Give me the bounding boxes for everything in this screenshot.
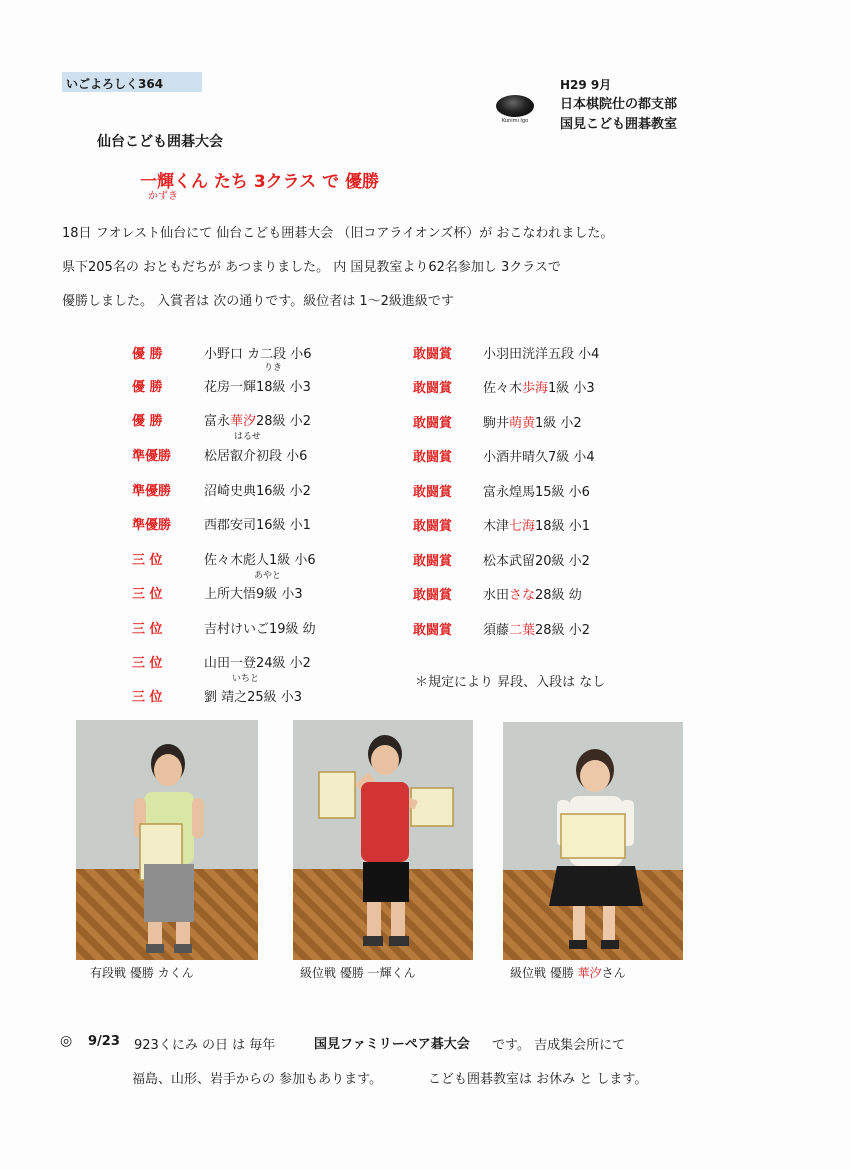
winner-name: 沼崎史典16級 小2	[204, 484, 311, 499]
award-label: 敢闘賞	[413, 347, 453, 362]
logo-text: Kunimi Igo	[501, 118, 529, 124]
winner-name: 佐々木歩海1級 小3	[483, 381, 595, 396]
award-label: 優 勝	[132, 347, 163, 362]
footer-event: 国見ファミリーペア碁大会	[314, 1037, 470, 1052]
headline-ruby: かずき	[148, 191, 178, 202]
photo-caption: 有段戦 優勝 カくん	[90, 966, 194, 980]
winner-name: 花房一輝18級 小3	[204, 380, 311, 395]
award-label: 準優勝	[132, 449, 172, 464]
award-label: 三 位	[132, 656, 163, 671]
photo-caption: 級位戦 優勝 華汐さん	[510, 966, 626, 980]
award-label: 敢闘賞	[413, 450, 453, 465]
award-label: 準優勝	[132, 518, 172, 533]
winner-name-highlight: 華汐	[230, 414, 257, 429]
winner-name	[204, 410, 311, 429]
footer-line-2a: 福島、山形、岩手からの 参加もあります。	[132, 1072, 383, 1087]
award-label: 優 勝	[132, 414, 163, 429]
winner-name: 須藤二葉28級 小2	[483, 623, 590, 638]
bullet-icon: ◎	[60, 1033, 73, 1049]
child-figure-icon	[126, 740, 216, 960]
footer-text-1: 923くにみ の日 は 毎年	[134, 1038, 276, 1053]
winner-name: 山田一登24級 小2	[204, 656, 311, 671]
award-label: 三 位	[132, 553, 163, 568]
winner-name-post: 28級 小2	[256, 414, 311, 429]
child-figure-icon	[315, 732, 455, 957]
issue-date: H29 9月	[560, 78, 612, 92]
footer-line-2b: こども囲碁教室は お休み と します。	[428, 1072, 648, 1087]
winner-name: 上所大悟9級 小3	[204, 587, 303, 602]
winner-name: 富永煌馬15級 小6	[483, 485, 590, 500]
winner-name: 小酒井晴久7級 小4	[483, 450, 595, 465]
winner-name: 木津七海18級 小1	[483, 519, 590, 534]
winner-name: 劉 靖之25級 小3	[204, 690, 303, 705]
winner-name: 小羽田洸洋五段 小4	[483, 347, 600, 362]
winner-name: 西郡安司16級 小1	[204, 518, 311, 533]
winner-name: 佐々木彪人1級 小6	[204, 553, 316, 568]
winner-ruby: りき	[264, 363, 283, 373]
photo-dan-winner	[76, 720, 258, 960]
footer-date: 9/23	[88, 1034, 120, 1049]
award-label: 敢闘賞	[413, 554, 453, 569]
winner-ruby: いちと	[232, 674, 260, 684]
photo-caption: 級位戦 優勝 一輝くん	[300, 966, 416, 980]
award-label: 敢闘賞	[413, 485, 453, 500]
event-title: 仙台こども囲碁大会	[97, 134, 223, 150]
child-figure-icon	[539, 748, 649, 960]
go-stone-logo	[492, 95, 538, 127]
winner-name-pre: 富永	[204, 414, 231, 429]
newsletter-tag: いごよろしく364	[62, 72, 202, 92]
photo-kyu-winner-boy	[293, 720, 473, 960]
award-label: 敢闘賞	[413, 588, 453, 603]
winner-name: 水田さな28級 幼	[483, 588, 582, 603]
winner-ruby: あやと	[254, 571, 282, 581]
intro-line-1: 18日 フオレスト仙台にて 仙台こども囲碁大会 （旧コアライオンズ杯）が おこなわれました。	[62, 226, 614, 241]
award-label: 敢闘賞	[413, 623, 453, 638]
award-label: 敢闘賞	[413, 519, 453, 534]
award-label: 三 位	[132, 587, 163, 602]
award-label: 敢闘賞	[413, 416, 453, 431]
winner-ruby: はるせ	[234, 432, 261, 442]
award-label: 敢闘賞	[413, 381, 453, 396]
award-label: 優 勝	[132, 380, 163, 395]
winner-name: 松居叡介初段 小6	[204, 449, 308, 464]
organization	[560, 95, 677, 135]
winner-name: 小野口 カ二段 小6	[204, 347, 312, 362]
go-stone-icon	[496, 95, 534, 117]
headline: 一輝くん たち 3クラス で 優勝	[140, 172, 379, 192]
award-label: 三 位	[132, 622, 163, 637]
winner-name: 吉村けいご19級 幼	[204, 622, 316, 637]
org-line-1: 日本棋院仕の都支部	[560, 97, 678, 112]
org-line-2: 国見こども囲碁教室	[560, 117, 678, 132]
intro-line-3: 優勝しました。 入賞者は 次の通りです。級位者は 1～2級進級です	[62, 294, 454, 309]
award-label: 準優勝	[132, 484, 172, 499]
award-label: 三 位	[132, 690, 163, 705]
footer-text-2: です。 吉成集会所にて	[492, 1038, 626, 1053]
winner-name: 駒井萌黄1級 小2	[483, 416, 582, 431]
rules-note: ＊規定により 昇段、入段は なし	[415, 675, 606, 690]
intro-line-2: 県下205名の おともだちが あつまりました。 内 国見教室より62名参加し 3クラスで	[62, 260, 561, 275]
photo-kyu-winner-girl	[503, 722, 683, 960]
winner-name: 松本武留20級 小2	[483, 554, 590, 569]
